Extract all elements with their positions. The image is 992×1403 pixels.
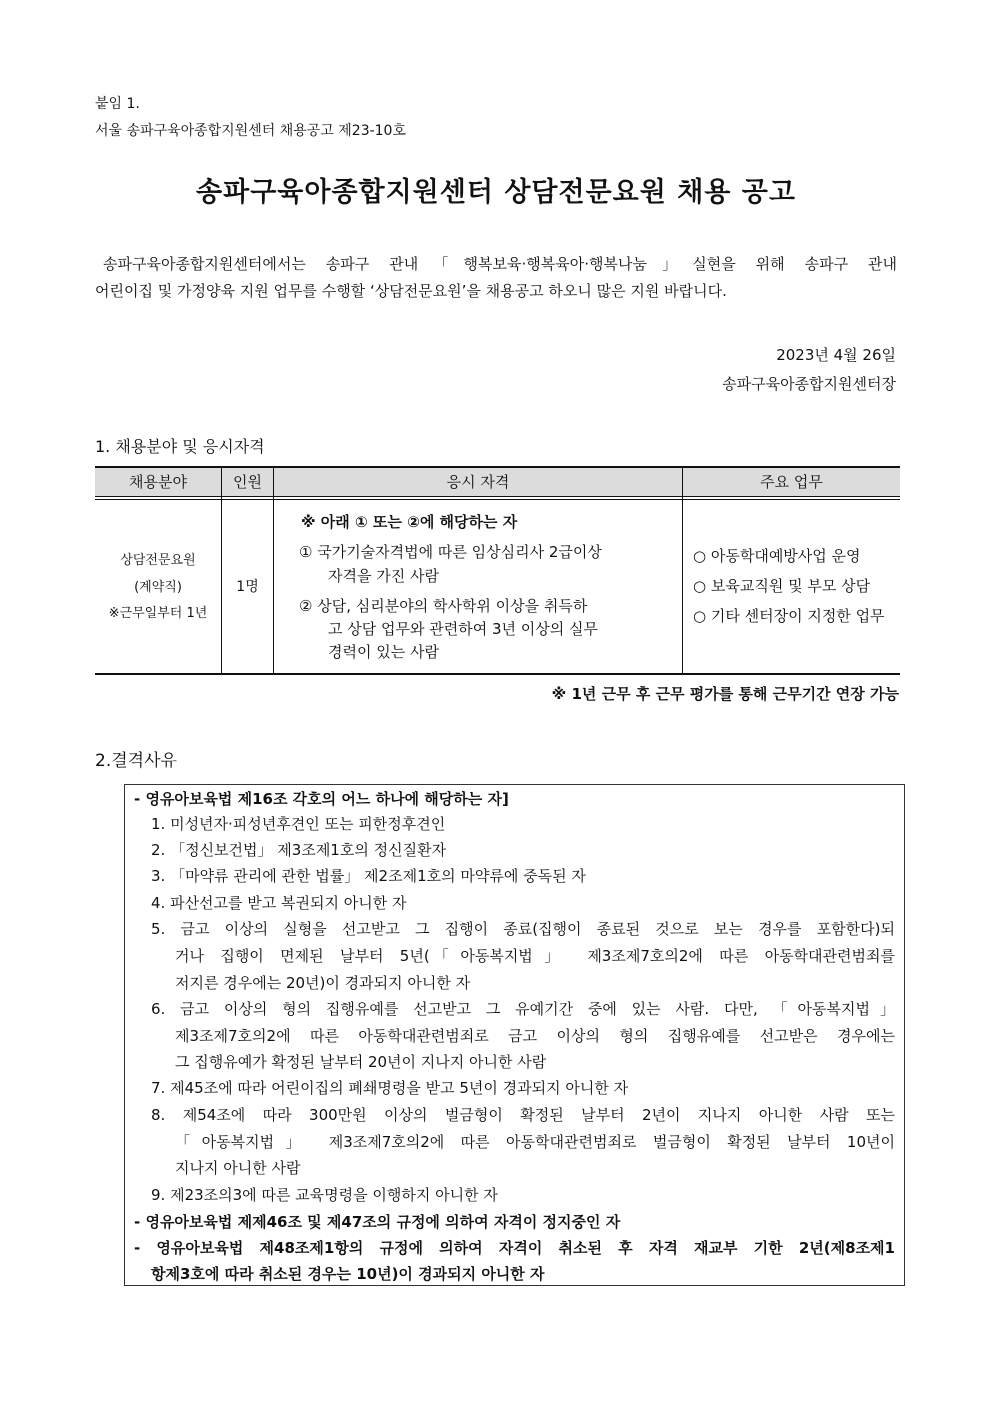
recruitment-table <box>95 466 900 675</box>
list-item: 5. 금고 이상의 실형을 선고받고 그 집행이 종료(집행이 종료된 것으로 보는 경우를 포함한다)되 <box>151 920 895 938</box>
issuer-name: 송파구육아종합지원센터장 <box>722 375 896 393</box>
list-item: 3. 「마약류 관리에 관한 법률」 제2조제1호의 마약류에 중독된 자 <box>151 867 586 885</box>
disqualification-tail-2: - 영유아보육법 제48조제1항의 규정에 의하여 자격이 취소된 후 자격 재교부 기한 2년(제8조제1 <box>134 1239 895 1257</box>
duty-2: ○ 보육교직원 및 부모 상담 <box>693 577 871 595</box>
qualification-intro: ※ 아래 ① 또는 ②에 해당하는 자 <box>301 513 518 531</box>
header-duties: 주요 업무 <box>760 473 823 491</box>
list-item-continued: 「아동복지법」 제3조제7호의2에 따른 아동학대관련범죄로 벌금형이 확정된 날부터 10년이 <box>175 1133 895 1151</box>
header-count: 인원 <box>233 473 262 491</box>
list-item: 8. 제54조에 따라 300만원 이상의 벌금형이 확정된 날부터 2년이 지나지 아니한 사람 또는 <box>151 1106 895 1124</box>
list-item: 2. 「정신보건법」 제3조제1호의 정신질환자 <box>151 841 447 859</box>
disqualification-lead: - 영유아보육법 제16조 각호의 어느 하나에 해당하는 자] <box>134 790 509 808</box>
intro-line-2: 어린이집 및 가정양육 지원 업무를 수행할 ‘상담전문요원’을 채용공고 하오니 많은 지원 바랍니다. <box>95 282 727 300</box>
notice-number: 서울 송파구육아종합지원센터 채용공고 제23-10호 <box>95 123 406 139</box>
intro-paragraph <box>95 251 897 305</box>
list-item: 9. 제23조의3에 따른 교육명령을 이행하지 아니한 자 <box>151 1186 498 1204</box>
section-1-heading: 1. 채용분야 및 응시자격 <box>95 437 265 456</box>
table-col-divider-3 <box>682 468 683 673</box>
disqualification-tail-1: - 영유아보육법 제제46조 및 제47조의 규정에 의하여 자격이 정지중인 자 <box>134 1213 621 1231</box>
list-item: 1. 미성년자·피성년후견인 또는 피한정후견인 <box>151 815 446 833</box>
page-title: 송파구육아종합지원센터 상담전문요원 채용 공고 <box>196 177 796 208</box>
table-top-border <box>95 466 900 468</box>
table-header-divider-2 <box>95 499 900 500</box>
attachment-label: 붙임 1. <box>95 96 140 112</box>
extension-note: ※ 1년 근무 후 근무 평가를 통해 근무기간 연장 가능 <box>551 685 899 703</box>
table-col-divider-2 <box>273 468 274 673</box>
qualification-1-line-2: 자격을 가진 사람 <box>328 567 439 585</box>
headcount: 1명 <box>236 579 259 595</box>
list-item: 4. 파산선고를 받고 복권되지 아니한 자 <box>151 894 407 912</box>
duty-1: ○ 아동학대예방사업 운영 <box>693 547 861 565</box>
list-item-continued: 그 집행유예가 확정된 날부터 20년이 지나지 아니한 사람 <box>175 1053 547 1071</box>
table-header-divider-1 <box>95 496 900 497</box>
issue-date: 2023년 4월 26일 <box>776 346 896 364</box>
duty-3: ○ 기타 센터장이 지정한 업무 <box>693 607 885 625</box>
qualification-2-line-3: 경력이 있는 사람 <box>328 643 439 661</box>
list-item-continued: 저지른 경우에는 20년)이 경과되지 아니한 자 <box>175 974 471 992</box>
qualification-2-line-2: 고 상담 업무와 관련하여 3년 이상의 실무 <box>328 620 598 638</box>
list-item-continued: 거나 집행이 면제된 날부터 5년(「아동복지법」 제3조제7호의2에 따른 아동학대관련범죄를 <box>175 947 895 965</box>
qualification-1-line-1: ① 국가기술자격법에 따른 임상심리사 2급이상 <box>299 543 602 561</box>
field-type: (계약직) <box>134 580 182 595</box>
disqualification-tail-2-continued: 항제3호에 따라 취소된 경우는 10년)이 경과되지 아니한 자 <box>151 1265 545 1283</box>
qualification-2-line-1: ② 상담, 심리분야의 학사학위 이상을 취득하 <box>299 597 588 615</box>
section-2-heading: 2.결격사유 <box>95 751 177 771</box>
header-qualification: 응시 자격 <box>446 473 510 491</box>
list-item-continued: 지나지 아니한 사람 <box>175 1159 301 1177</box>
intro-line-1: 송파구육아종합지원센터에서는 송파구 관내「행복보육·행복육아·행복나눔」실현을 위해 송파구 관내 <box>103 255 897 273</box>
list-item-continued: 제3조제7호의2에 따른 아동학대관련범죄로 금고 이상의 형의 집행유예를 선고받은 경우에는 <box>175 1027 895 1045</box>
table-bottom-border <box>95 673 900 675</box>
field-name: 상담전문요원 <box>120 553 196 568</box>
table-col-divider-1 <box>221 468 222 673</box>
field-period: ※근무일부터 1년 <box>108 606 208 621</box>
list-item: 7. 제45조에 따라 어린이집의 폐쇄명령을 받고 5년이 경과되지 아니한 자 <box>151 1079 629 1097</box>
list-item: 6. 금고 이상의 형의 집행유예를 선고받고 그 유예기간 중에 있는 사람. 다만, 「아동복지법」 <box>151 1000 895 1018</box>
disqualification-box <box>124 784 905 1286</box>
header-field: 채용분야 <box>129 473 187 491</box>
